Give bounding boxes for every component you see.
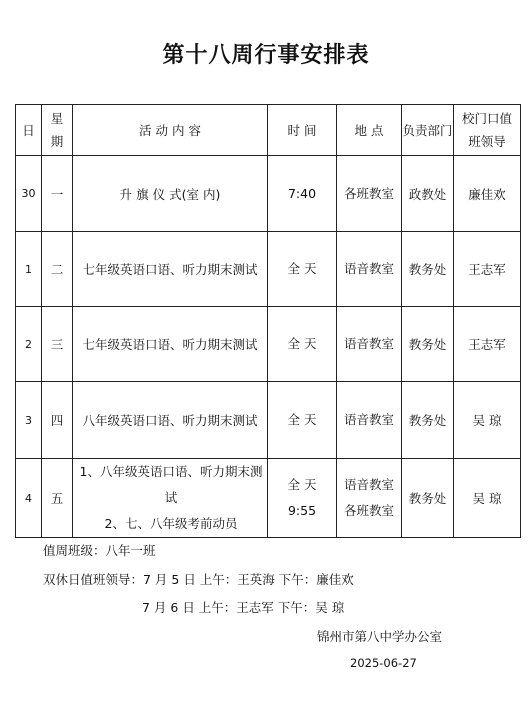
- row-place: [337, 382, 402, 459]
- row-place: [337, 307, 402, 382]
- row-weekday: 四: [42, 382, 73, 459]
- row-date: 2: [16, 307, 42, 382]
- row-place: [337, 156, 402, 232]
- row-time-line: 全 天: [287, 477, 317, 492]
- schedule-table: [15, 104, 521, 538]
- header-place: 地 点: [337, 105, 402, 156]
- row-date: 4: [16, 459, 42, 538]
- schedule-rows: [16, 156, 521, 538]
- row-time-line: 7:40: [287, 185, 317, 201]
- row-weekday: 五: [42, 459, 73, 538]
- row-department: 教务处: [402, 307, 454, 382]
- row-activity: [73, 232, 268, 307]
- row-activity: [73, 459, 268, 538]
- row-place-line: 语音教室: [343, 261, 394, 276]
- row-date: 1: [16, 232, 42, 307]
- table-row: [16, 232, 521, 307]
- weekend-duty-line-1: 双休日值班领导：7 月 5 日 上午：王英海 下午：廉佳欢: [43, 572, 354, 587]
- issue-date: 2025-06-27: [350, 656, 417, 670]
- row-time-line: 9:55: [287, 503, 317, 518]
- duty-class: 值周班级：八年一班: [43, 543, 156, 558]
- row-place-line: 各班教室: [343, 503, 394, 518]
- page-title: 第十八周行事安排表: [162, 42, 370, 68]
- row-time: [268, 156, 337, 232]
- row-date: 3: [16, 382, 42, 459]
- header-duty-leader: 校门口值 班领导: [454, 105, 521, 156]
- row-time: [268, 382, 337, 459]
- row-place: [337, 232, 402, 307]
- row-activity-line: 升 旗 仪 式(室 内): [119, 186, 221, 202]
- row-weekday: 三: [42, 307, 73, 382]
- row-activity-line: 七年级英语口语、听力期末测试: [82, 262, 258, 277]
- issuing-office: 锦州市第八中学办公室: [317, 629, 443, 644]
- weekend-duty-line-2: 7 月 6 日 上午：王志军 下午：吴 琼: [142, 600, 345, 615]
- row-department: 教务处: [402, 382, 454, 459]
- row-activity-line: 七年级英语口语、听力期末测试: [82, 337, 258, 352]
- row-activity: [73, 382, 268, 459]
- row-time-line: 全 天: [287, 336, 317, 351]
- row-time-line: 全 天: [287, 412, 317, 427]
- row-activity: [73, 307, 268, 382]
- header-department: 负责部门: [402, 105, 454, 156]
- row-department: 政教处: [402, 156, 454, 232]
- row-weekday: 二: [42, 232, 73, 307]
- table-header-row: [16, 105, 521, 156]
- header-weekday: 星 期: [42, 105, 73, 156]
- row-place-line: 语音教室: [343, 336, 394, 351]
- table-row: [16, 156, 521, 232]
- row-duty-leader: 王志军: [454, 232, 521, 307]
- header-date: 日: [16, 105, 42, 156]
- row-duty-leader: 王志军: [454, 307, 521, 382]
- row-weekday: 一: [42, 156, 73, 232]
- row-duty-leader: 廉佳欢: [454, 156, 521, 232]
- row-time: [268, 307, 337, 382]
- row-activity-line: 2、七、八年级考前动员: [104, 516, 238, 531]
- row-place: [337, 459, 402, 538]
- row-activity: [73, 156, 268, 232]
- row-department: 教务处: [402, 232, 454, 307]
- row-place-line: 语音教室: [343, 412, 394, 427]
- table-row: [16, 307, 521, 382]
- row-activity-line: 八年级英语口语、听力期末测试: [82, 413, 258, 428]
- table-row: [16, 382, 521, 459]
- row-time-line: 全 天: [287, 261, 317, 276]
- row-time: [268, 232, 337, 307]
- row-activity-line: 1、八年级英语口语、听力期末测试: [79, 464, 263, 505]
- row-department: 教务处: [402, 459, 454, 538]
- row-time: [268, 459, 337, 538]
- row-date: 30: [16, 156, 42, 232]
- row-duty-leader: 吴 琼: [454, 382, 521, 459]
- header-time: 时 间: [268, 105, 337, 156]
- header-activity: 活 动 内 容: [73, 105, 268, 156]
- table-row: [16, 459, 521, 538]
- row-place-line: 各班教室: [343, 185, 394, 201]
- row-duty-leader: 吴 琼: [454, 459, 521, 538]
- row-place-line: 语音教室: [343, 477, 394, 492]
